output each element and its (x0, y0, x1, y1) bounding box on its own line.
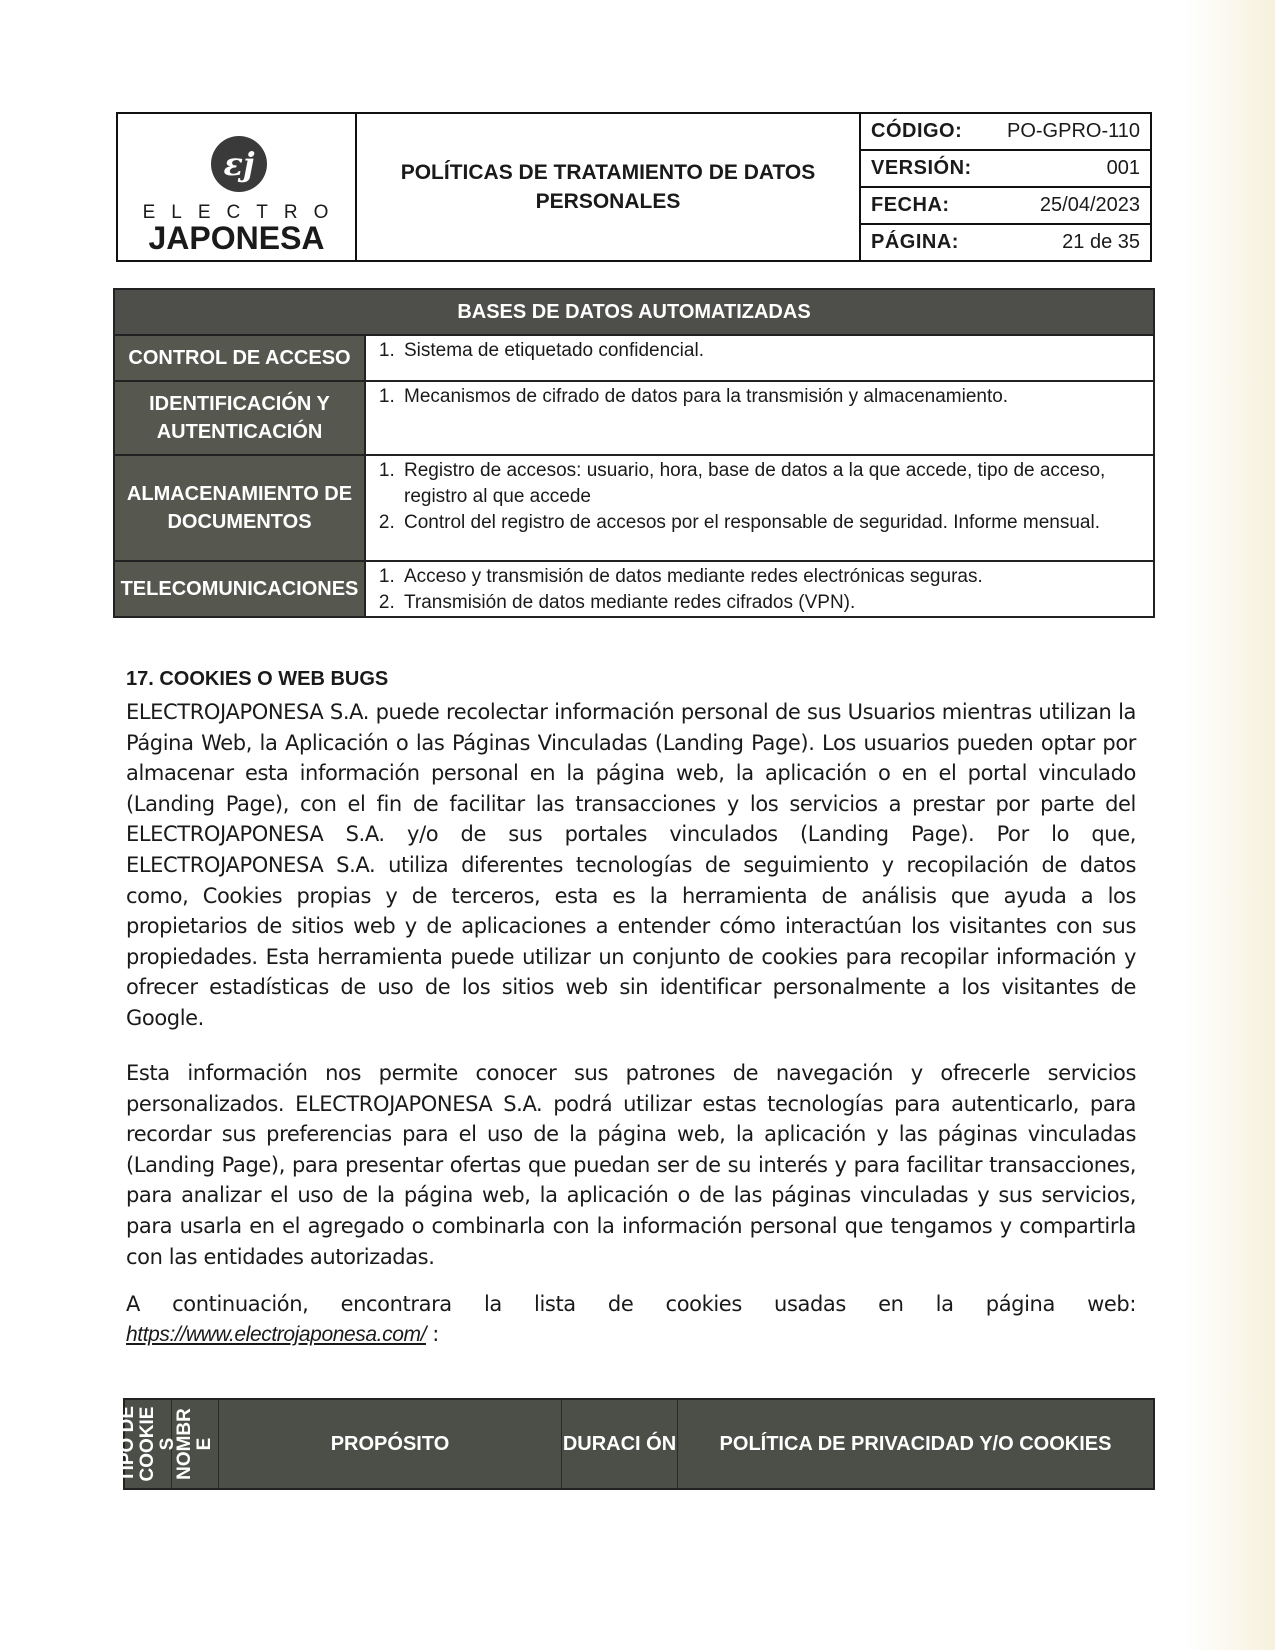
table-row (115, 562, 1153, 616)
paragraph: Esta información nos permite conocer sus patrones de navegación y ofrecerle servicios personalizados. ELECTROJAPONESA S.A. podrá utilizar estas tecnologías para autenticarlo, para recordar sus preferencias para el uso de la página web, la aplicación y las páginas vinculadas (Landing Page), para presentar ofertas que puedan ser de su interés y para facilitar transacciones, para analizar el uso de la página web, la aplicación o de las páginas vinculadas y sus servicios, para usarla en el agregado o combinarla con la información personal que tengamos y compartirla con las entidades autorizadas. (126, 1061, 1136, 1269)
meta-label: VERSIÓN: (871, 157, 972, 179)
link-line (126, 1319, 1136, 1351)
row-content (366, 562, 1153, 616)
section-heading: 17. COOKIES O WEB BUGS (126, 668, 389, 690)
column-header-policy: POLÍTICA DE PRIVACIDAD Y/O COOKIES (719, 1432, 1112, 1455)
table-row (115, 382, 1153, 456)
meta-code (861, 114, 1150, 151)
column-header-cookie-type (117, 1400, 179, 1488)
document-meta (861, 114, 1150, 260)
meta-value: 21 de 35 (1062, 231, 1140, 253)
row-label: ALMACENAMIENTO DE DOCUMENTOS (115, 456, 366, 560)
meta-label: FECHA: (871, 194, 950, 216)
paragraph: ELECTROJAPONESA S.A. puede recolectar información personal de sus Usuarios mientras utilizan la Página Web, la Aplicación o las Páginas Vinculadas (Landing Page). Los usuarios pueden optar por almacenar esta información personal en la página web, la aplicación o en el portal vinculado (Landing Page), con el fin de facilitar las transacciones y los servicios a prestar por parte del ELECTROJAPONESA S.A. y/o de sus portales vinculados (Landing Page). Por lo que, ELECTROJAPONESA S.A. utiliza diferentes tecnologías de seguimiento y recopilación de datos como, Cookies propias y de terceros, esta es la herramienta de análisis que ayuda a los propietarios de sitios web y de aplicaciones a entender cómo interactúan los visitantes con sus propiedades. Esta herramienta puede utilizar un conjunto de cookies para recopilar información y ofrecer estadísticas de uso de los sitios web sin identificar personalmente a los visitantes de Google. (126, 700, 1136, 1030)
list-item: 1. Mecanismos de cifrado de datos para la transmisión y almacenamiento. (400, 384, 1143, 410)
list-item: 2. Transmisión de datos mediante redes cifrados (VPN). (400, 590, 1143, 616)
page-shade (1185, 0, 1275, 1650)
company-logo (118, 114, 357, 260)
meta-date (861, 188, 1150, 225)
row-label: CONTROL DE ACCESO (115, 336, 366, 380)
cookies-table-header (117, 1398, 1155, 1490)
logo-top-text: ELECTRO (142, 202, 345, 223)
row-content (366, 382, 1153, 454)
meta-version (861, 151, 1150, 188)
row-content (366, 336, 1153, 380)
column-header-duration: DURACI ÓN (562, 1400, 678, 1488)
meta-value: PO-GPRO-110 (1007, 120, 1140, 142)
website-link[interactable]: https://www.electrojaponesa.com/ (126, 1323, 427, 1346)
security-measures-table (113, 288, 1155, 618)
logo-emblem-icon: ɛj (211, 136, 267, 192)
meta-label: PÁGINA: (871, 231, 959, 253)
document-header (116, 112, 1152, 262)
list-item: 1. Sistema de etiquetado confidencial. (400, 338, 1143, 364)
row-label: IDENTIFICACIÓN Y AUTENTICACIÓN (115, 382, 366, 454)
list-item: 1. Acceso y transmisión de datos mediante redes electrónicas seguras. (400, 564, 1143, 590)
meta-page (861, 225, 1150, 260)
logo-bottom-text: JAPONESA (148, 220, 325, 256)
column-header-purpose: PROPÓSITO (219, 1400, 562, 1488)
column-header-name (172, 1400, 219, 1488)
table-row (115, 456, 1153, 562)
list-item: 1. Registro de accesos: usuario, hora, base de datos a la que accede, tipo de acceso, registro al que accede (400, 458, 1143, 510)
table-row (115, 336, 1153, 382)
meta-value: 001 (1106, 157, 1140, 179)
column-header-label: NOMBR E (174, 1408, 215, 1480)
meta-value: 25/04/2023 (1039, 194, 1140, 216)
meta-label: CÓDIGO: (871, 120, 963, 142)
link-suffix: : (426, 1322, 439, 1346)
table-heading: BASES DE DATOS AUTOMATIZADAS (115, 290, 1153, 336)
column-header-label: TIPO DE COOKIE S (117, 1405, 179, 1483)
list-item: 2. Control del registro de accesos por el responsable de seguridad. Informe mensual. (400, 510, 1143, 536)
document-title: POLÍTICAS DE TRATAMIENTO DE DATOS PERSONALES (357, 114, 861, 260)
paragraph: A continuación, encontrara la lista de cookies usadas en la página web: (126, 1292, 1136, 1316)
row-label: TELECOMUNICACIONES (115, 562, 366, 616)
row-content (366, 456, 1153, 560)
